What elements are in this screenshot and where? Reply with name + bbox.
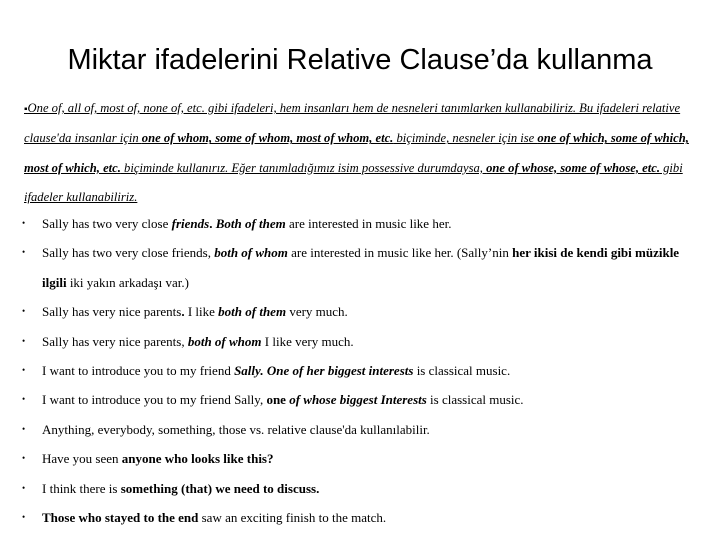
list-item: [22, 444, 702, 473]
intro-text-3: biçiminde kullanırız. Eğer tanımladığımız isim possessive durumdaysa,: [120, 160, 487, 175]
item-text: Sally has very nice parents: [42, 304, 182, 320]
item-text: saw an exciting finish to the match.: [198, 509, 387, 525]
example-list: [22, 209, 702, 532]
item-text: .: [209, 216, 216, 231]
bullet-icon: •: [22, 247, 26, 258]
bullet-icon: •: [22, 306, 26, 317]
bullet-icon: •: [22, 423, 26, 434]
list-item: [22, 474, 702, 503]
item-text: Have you seen: [42, 451, 122, 467]
item-emphasis: friends: [171, 216, 210, 231]
item-text: Sally has very nice parents,: [42, 333, 188, 349]
intro-bold-3: one of whose, some of whose, etc.: [486, 160, 660, 175]
item-text: I like: [184, 304, 219, 320]
intro-paragraph: [24, 94, 700, 213]
item-text: are interested in music like her.: [285, 216, 452, 231]
intro-text-1: One of, all of, most of, none of, etc. gibi ifadeleri, hem insanları hem de nesneleri tanımlarken kullanabiliriz. Bu ifadeleri relative clause'da insanlar için: [24, 101, 681, 146]
item-text: Anything, everybody, something, those vs. relative clause'da kullanılabilir.: [42, 421, 430, 437]
intro-bold-2: one of which, some of which, most of which, etc.: [24, 131, 689, 175]
bullet-icon: •: [22, 511, 26, 522]
bullet-icon: •: [22, 218, 26, 228]
item-text: is classical music.: [413, 362, 511, 378]
item-text: Sally has two very close friends,: [42, 245, 215, 261]
list-item: [22, 356, 702, 385]
intro-bold-1: one of whom, some of whom, most of whom, etc.: [141, 131, 394, 146]
bullet-icon: •: [22, 364, 26, 375]
slide-title: Miktar ifadelerini Relative Clause’da kullanma: [67, 44, 653, 76]
item-emphasis: both of whom: [187, 333, 262, 349]
item-text: I want to introduce you to my friend Sally,: [42, 392, 267, 408]
item-emphasis: of whose biggest Interests: [289, 392, 427, 408]
square-bullet-icon: ▪: [24, 104, 28, 115]
bullet-icon: •: [22, 335, 26, 346]
item-emphasis: one: [266, 392, 286, 408]
item-text: I think there is: [42, 480, 121, 496]
item-emphasis: Those who stayed to the end: [42, 509, 199, 525]
item-emphasis: both of them: [218, 304, 287, 320]
item-text: iki yakın arkadaşı var.): [66, 274, 189, 290]
bullet-icon: •: [22, 394, 26, 405]
item-emphasis: Sally. One of her biggest interests: [234, 362, 414, 378]
list-item: [22, 209, 702, 238]
list-item: [22, 503, 702, 532]
item-text: is classical music.: [426, 392, 524, 408]
item-text: I want to introduce you to my friend: [42, 362, 235, 378]
list-item: [22, 327, 702, 356]
item-text: I like very much.: [261, 333, 354, 349]
item-emphasis: anyone who looks like this?: [121, 451, 274, 467]
list-item: [22, 297, 702, 326]
item-emphasis: Both of them: [215, 216, 286, 231]
item-text: Sally has two very close: [42, 216, 172, 231]
bullet-icon: •: [22, 453, 26, 464]
item-text: very much.: [286, 304, 348, 320]
intro-text-2: biçiminde, nesneler için ise: [393, 131, 538, 146]
list-item: [22, 238, 702, 297]
list-item: [22, 385, 702, 414]
item-emphasis: .: [181, 304, 185, 320]
item-text: are interested in music like her. (Sally’nin: [287, 245, 513, 261]
item-emphasis: her ikisi de kendi gibi müzikle ilgili: [42, 245, 680, 290]
intro-text-4: gibi ifadeler kullanabiliriz.: [24, 160, 683, 205]
item-emphasis: something (that) we need to discuss.: [120, 480, 320, 496]
item-emphasis: both of whom: [214, 245, 288, 261]
bullet-icon: •: [22, 482, 26, 493]
list-item: [22, 415, 702, 444]
